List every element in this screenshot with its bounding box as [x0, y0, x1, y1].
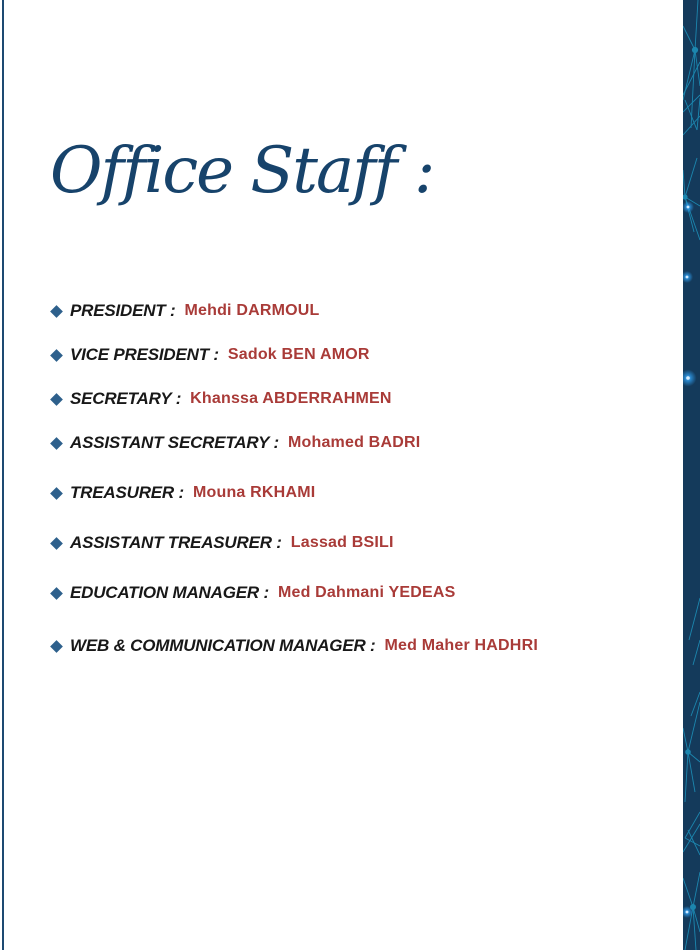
staff-member-name: Med Dahmani YEDEAS	[277, 584, 456, 601]
staff-member-name: Lassad BSILI	[290, 534, 394, 551]
staff-role-label: SECRETARY :	[70, 389, 182, 408]
staff-role-label: TREASURER :	[70, 483, 184, 502]
diamond-bullet-icon	[50, 305, 63, 318]
staff-role-label: ASSISTANT TREASURER :	[70, 533, 282, 552]
staff-role-label: WEB & COMMUNICATION MANAGER :	[70, 636, 376, 655]
diamond-bullet-icon	[50, 437, 63, 450]
page-title: Office Staff :	[50, 134, 434, 208]
strip-background	[683, 0, 700, 950]
staff-member-name: Mouna RKHAMI	[192, 484, 316, 501]
staff-role-label: VICE PRESIDENT :	[70, 345, 219, 364]
staff-list-item	[52, 344, 538, 366]
staff-member-name: Mehdi DARMOUL	[184, 302, 320, 319]
staff-list-item	[52, 532, 538, 554]
staff-member-name: Khanssa ABDERRAHMEN	[190, 390, 392, 407]
staff-list-item	[52, 482, 538, 504]
staff-role-label: PRESIDENT :	[70, 301, 176, 320]
staff-member-name: Sadok BEN AMOR	[227, 346, 370, 363]
staff-role-label: ASSISTANT SECRETARY :	[70, 433, 279, 452]
left-edge-line	[2, 0, 4, 950]
staff-list-item	[52, 635, 538, 657]
staff-role-label: EDUCATION MANAGER :	[70, 583, 269, 602]
staff-list	[52, 300, 538, 685]
diamond-bullet-icon	[50, 349, 63, 362]
network-decoration-strip	[683, 0, 700, 950]
diamond-bullet-icon	[50, 393, 63, 406]
diamond-bullet-icon	[50, 537, 63, 550]
diamond-bullet-icon	[50, 587, 63, 600]
staff-member-name: Mohamed BADRI	[287, 434, 421, 451]
staff-list-item	[52, 388, 538, 410]
diamond-bullet-icon	[50, 487, 63, 500]
staff-list-item	[52, 432, 538, 454]
staff-member-name: Med Maher HADHRI	[384, 637, 538, 654]
staff-list-item	[52, 300, 538, 322]
diamond-bullet-icon	[50, 640, 63, 653]
staff-list-item	[52, 582, 538, 604]
